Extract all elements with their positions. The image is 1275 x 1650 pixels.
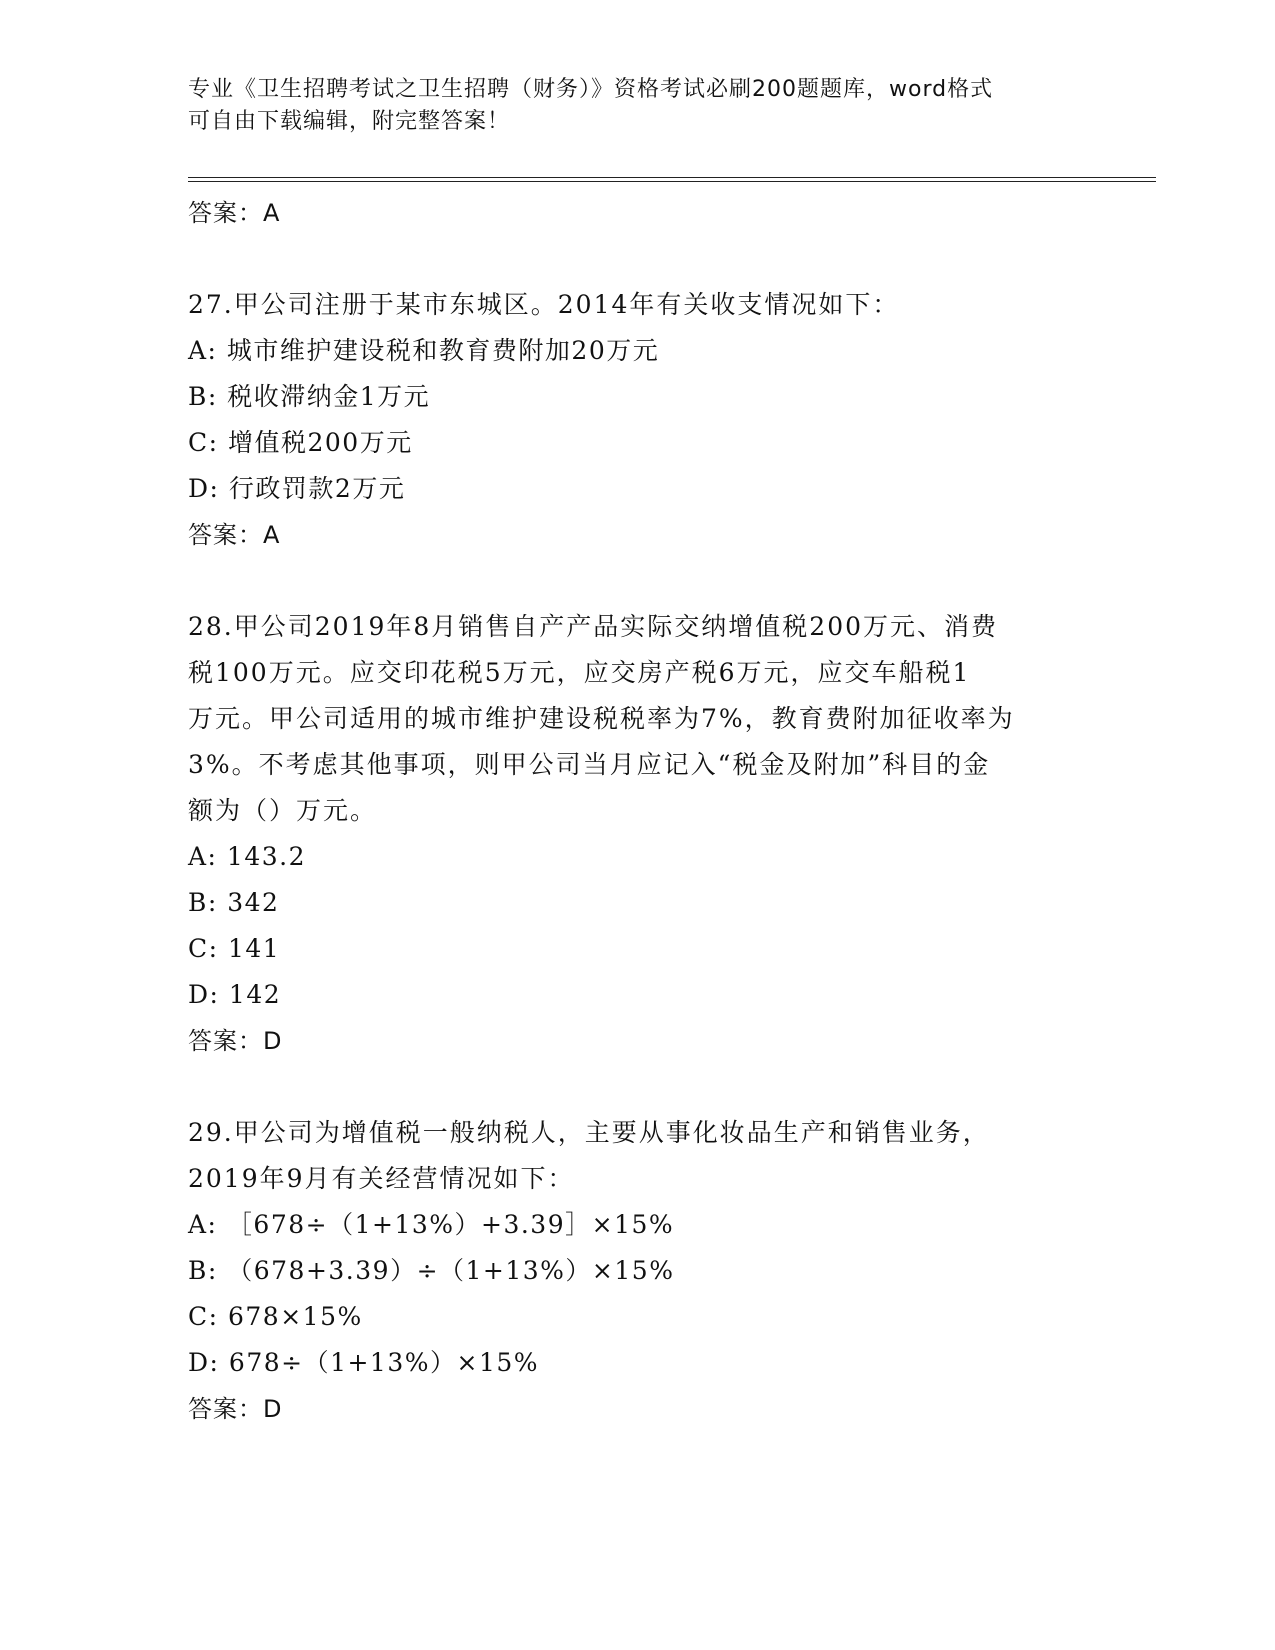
header-divider-bottom [188,181,1156,182]
answer: 答案：A [188,521,281,549]
spacer [188,236,1088,282]
option-c: C: 678×15% [188,1302,363,1331]
option-a: A: ［678÷（1+13%）+3.39］×15% [188,1210,675,1239]
question-29 [188,1110,1088,1432]
question-stem-line: 28.甲公司2019年8月销售自产产品实际交纳增值税200万元、消费 [188,612,999,641]
option-d: D: 行政罚款2万元 [188,474,406,503]
header-line-1: 专业《卫生招聘考试之卫生招聘（财务）》资格考试必刷200题题库，word格式 [188,77,994,102]
question-stem: 27.甲公司注册于某市东城区。2014年有关收支情况如下： [188,290,900,319]
option-c: C: 增值税200万元 [188,428,413,457]
header-divider-top [188,177,1156,178]
question-27 [188,282,1088,558]
spacer [188,558,1088,604]
option-d: D: 142 [188,980,282,1009]
answer: 答案：D [188,1395,283,1423]
option-c: C: 141 [188,934,281,963]
header-line-2: 可自由下载编辑，附完整答案！ [188,109,511,134]
document-body [188,190,1088,1432]
option-b: B: 342 [188,888,280,917]
question-stem-line: 3%。不考虑其他事项，则甲公司当月应记入“税金及附加”科目的金 [188,750,991,779]
spacer [188,1064,1088,1110]
option-d: D: 678÷（1+13%）×15% [188,1348,540,1377]
previous-answer: 答案：A [188,199,281,227]
question-stem-line: 29.甲公司为增值税一般纳税人，主要从事化妆品生产和销售业务， [188,1118,990,1147]
question-stem-line: 2019年9月有关经营情况如下： [188,1164,575,1193]
question-stem-line: 万元。甲公司适用的城市维护建设税税率为7%，教育费附加征收率为 [188,704,1015,733]
option-a: A: 143.2 [188,842,306,871]
option-b: B: 税收滞纳金1万元 [188,382,431,411]
question-stem-line: 额为（）万元。 [188,796,378,825]
question-stem-line: 税100万元。应交印花税5万元，应交房产税6万元，应交车船税1 [188,658,971,687]
option-a: A: 城市维护建设税和教育费附加20万元 [188,336,660,365]
document-header [188,74,1088,138]
option-b: B: （678+3.39）÷（1+13%）×15% [188,1256,675,1285]
answer: 答案：D [188,1027,283,1055]
question-28 [188,604,1088,1064]
